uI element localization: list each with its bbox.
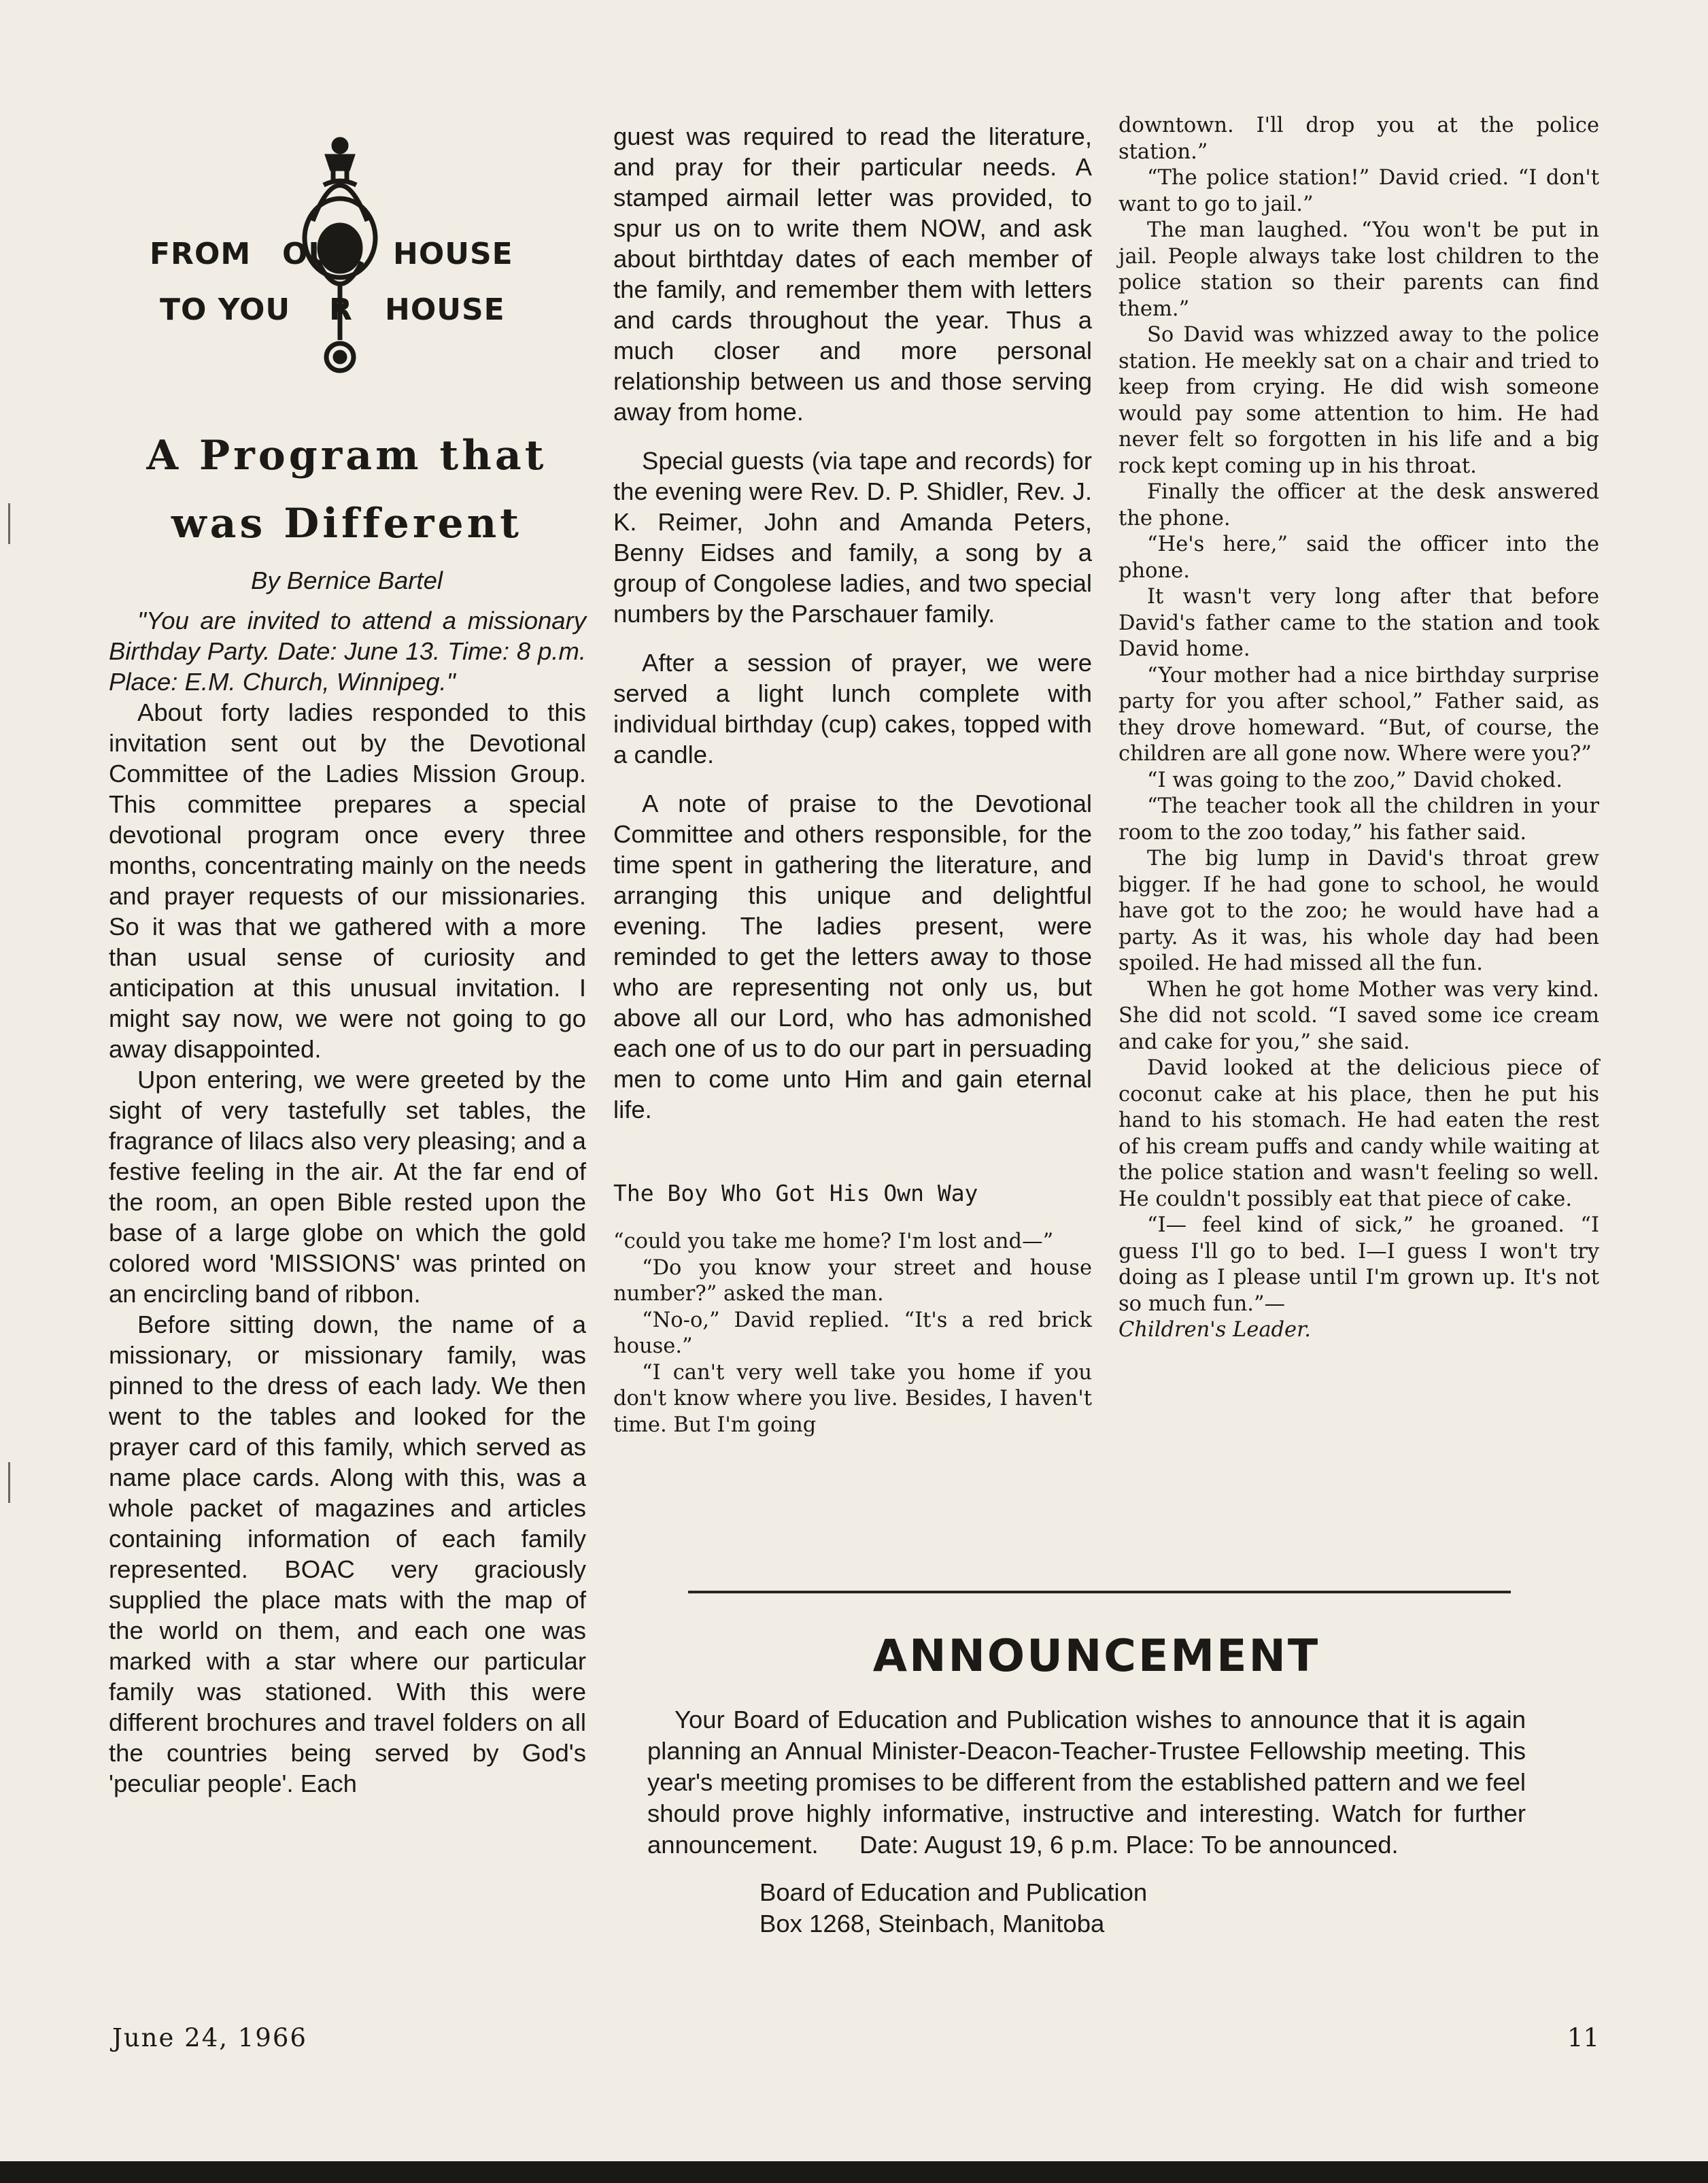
story-paragraph: So David was whizzed away to the police station. He meekly sat on a chair and tried to keep from crying. He did wish someone would pay some attention to him. He had never felt so forgotten in his life and a big rock kept coming up in his throat. <box>1118 323 1599 478</box>
story-paragraph: “I was going to the zoo,” David choked. <box>1147 768 1562 792</box>
masthead-r: R <box>329 292 353 327</box>
story-paragraph: David looked at the delicious piece of coconut cake at his place, then he put his hand to his stomach. He had eaten the rest of his cream puffs and candy while waiting at the police station and wasn't feeling so well. He couldn't possibly eat that piece of cake. <box>1118 1056 1599 1211</box>
article-paragraph: "You are invited to attend a missionary Birthday Party. Date: June 13. Time: 8 p.m. Place: E.M. Church, Winnipeg." <box>109 607 586 696</box>
article-paragraph: Special guests (via tape and records) for the evening were Rev. D. P. Shidler, Rev. J. K. Reimer, John and Amanda Peters, Benny Eidses and family, a song by a group of Congolese ladies, and two special numbers by the Parschauer family. <box>613 447 1092 628</box>
article-paragraph: Before sitting down, the name of a missionary, or missionary family, was pinned to the dress of each lady. We then went to the tables and looked for the prayer card of this family, which served as name place cards. Along with this, was a whole packet of magazines and articles containing information of each family represented. BOAC very graciously supplied the place mats with the map of the world on them, and each one was marked with a star where our particular family was stationed. With this were different brochures and travel folders on all the countries being served by God's 'peculiar people'. Each <box>109 1310 586 1797</box>
story-paragraph: When he got home Mother was very kind. She did not scold. “I saved some ice cream and cake for you,” she said. <box>1118 977 1599 1054</box>
story-paragraph: “I— feel kind of sick,” he groaned. “I guess I'll go to bed. I—I guess I won't try doing as I please until I'm grown up. It's not so much fun.”— <box>1118 1213 1599 1316</box>
story-paragraph: “The teacher took all the children in your room to the zoo today,” his father said. <box>1118 794 1599 845</box>
masthead-house-1: HOUSE <box>393 237 513 271</box>
headline-line-1: A Program that <box>146 432 547 479</box>
announcement-title: ANNOUNCEMENT <box>872 1631 1320 1682</box>
story-paragraph: The big lump in David's throat grew bigger. If he had gone to school, he would have got to the zoo; he would have had a party. As it was, his whole day had been spoiled. He had missed all the fun. <box>1118 847 1599 975</box>
story-paragraph: “No-o,” David replied. “It's a red brick house.” <box>613 1308 1092 1358</box>
footer-date: June 24, 1966 <box>112 2023 307 2052</box>
article-paragraph: About forty ladies responded to this invitation sent out by the Devotional Committee of the Ladies Mission Group. This committee prepares a special devotional program once every three months, concentrating mainly on the needs and prayer requests of our missionaries. So it was that we gathered with a more than usual sense of curiosity and anticipation at this unusual invitation. I might say now, we were not going to go away disappointed. <box>109 698 586 1063</box>
signature-line-1: Board of Education and Publication <box>759 1878 1148 1906</box>
headline-line-2: was Different <box>171 500 522 547</box>
article-headline <box>95 422 598 558</box>
announcement-date-line: Date: August 19, 6 p.m. Place: To be announced. <box>859 1831 1399 1859</box>
story-column-right <box>1118 113 1599 1344</box>
story-column-middle <box>613 1229 1092 1438</box>
story-paragraph: “Your mother had a nice birthday surprise party for you after school,” Father said, as they drove homeward. “But, of course, the children are all gone now. Where were you?” <box>1118 663 1599 766</box>
masthead-from: FROM <box>150 237 252 271</box>
masthead-to-you: TO YOU <box>160 292 291 327</box>
scan-mark <box>8 503 10 544</box>
story-source: Children's Leader. <box>1118 1318 1312 1342</box>
scan-edge <box>0 2161 1708 2183</box>
announcement-text: Your Board of Education and Publication wishes to announce that it is again planning an Annual Minister-Deacon-Teacher-Trustee Fellowship meeting. This year's meeting promises to be different from the established pattern and we feel should prove highly informative, instructive and interesting. Watch for further announcement. <box>647 1706 1526 1859</box>
story-paragraph: “I can't very well take you home if you don't know where you live. Besides, I haven't time. But I'm going <box>613 1360 1092 1437</box>
story-paragraph: “could you take me home? I'm lost and—” <box>613 1230 1054 1253</box>
article-paragraph: guest was required to read the literature, and pray for their particular needs. A stamped airmail letter was provided, to spur us on to write them NOW, and ask about birthtday dates of each member of the family, and remember them with letters and cards throughout the year. Thus a much closer and more personal relationship between us and those serving away from home. <box>613 122 1092 426</box>
story-paragraph: The man laughed. “You won't be put in jail. People always take lost children to the police station so their parents can find them.” <box>1118 218 1599 321</box>
masthead-logo <box>102 136 578 394</box>
story-paragraph: Finally the officer at the desk answered the phone. <box>1118 480 1599 530</box>
scan-mark <box>8 1462 10 1503</box>
article-column-left <box>109 605 586 1799</box>
masthead-house-2: HOUSE <box>385 292 505 327</box>
story-paragraph: “He's here,” said the officer into the phone. <box>1118 532 1599 583</box>
masthead-our: OUR <box>282 237 358 271</box>
announcement-divider <box>688 1591 1511 1593</box>
story-paragraph: “Do you know your street and house number?” asked the man. <box>613 1255 1092 1306</box>
signature-line-2: Box 1268, Steinbach, Manitoba <box>759 1910 1105 1937</box>
story-title: The Boy Who Got His Own Way <box>613 1180 978 1206</box>
article-paragraph: After a session of prayer, we were served a light lunch complete with individual birthday (cup) cakes, topped with a candle. <box>613 649 1092 768</box>
article-paragraph: Upon entering, we were greeted by the sight of very tastefully set tables, the fragrance of lilacs also very pleasing; and a festive feeling in the air. At the far end of the room, an open Bible rested upon the base of a large globe on which the gold colored word 'MISSIONS' was printed on an encircling band of ribbon. <box>109 1066 586 1308</box>
article-column-middle <box>613 121 1092 1438</box>
announcement-signature <box>759 1877 1147 1940</box>
announcement-body <box>647 1704 1526 1861</box>
story-paragraph: downtown. I'll drop you at the police station.” <box>1118 114 1599 164</box>
article-byline: By Bernice Bartel <box>251 566 443 594</box>
story-paragraph: “The police station!” David cried. “I don't want to go to jail.” <box>1118 166 1599 216</box>
story-paragraph: It wasn't very long after that before David's father came to the station and took David home. <box>1118 585 1599 661</box>
article-paragraph: A note of praise to the Devotional Committee and others responsible, for the time spent in gathering the literature, and arranging this unique and delightful evening. The ladies present, were reminded to get the letters away to those who are representing not only us, but above all our Lord, who has admonished each one of us to do our part in persuading men to come unto Him and gain eternal life. <box>613 790 1092 1123</box>
page-number: 11 <box>1567 2023 1599 2052</box>
